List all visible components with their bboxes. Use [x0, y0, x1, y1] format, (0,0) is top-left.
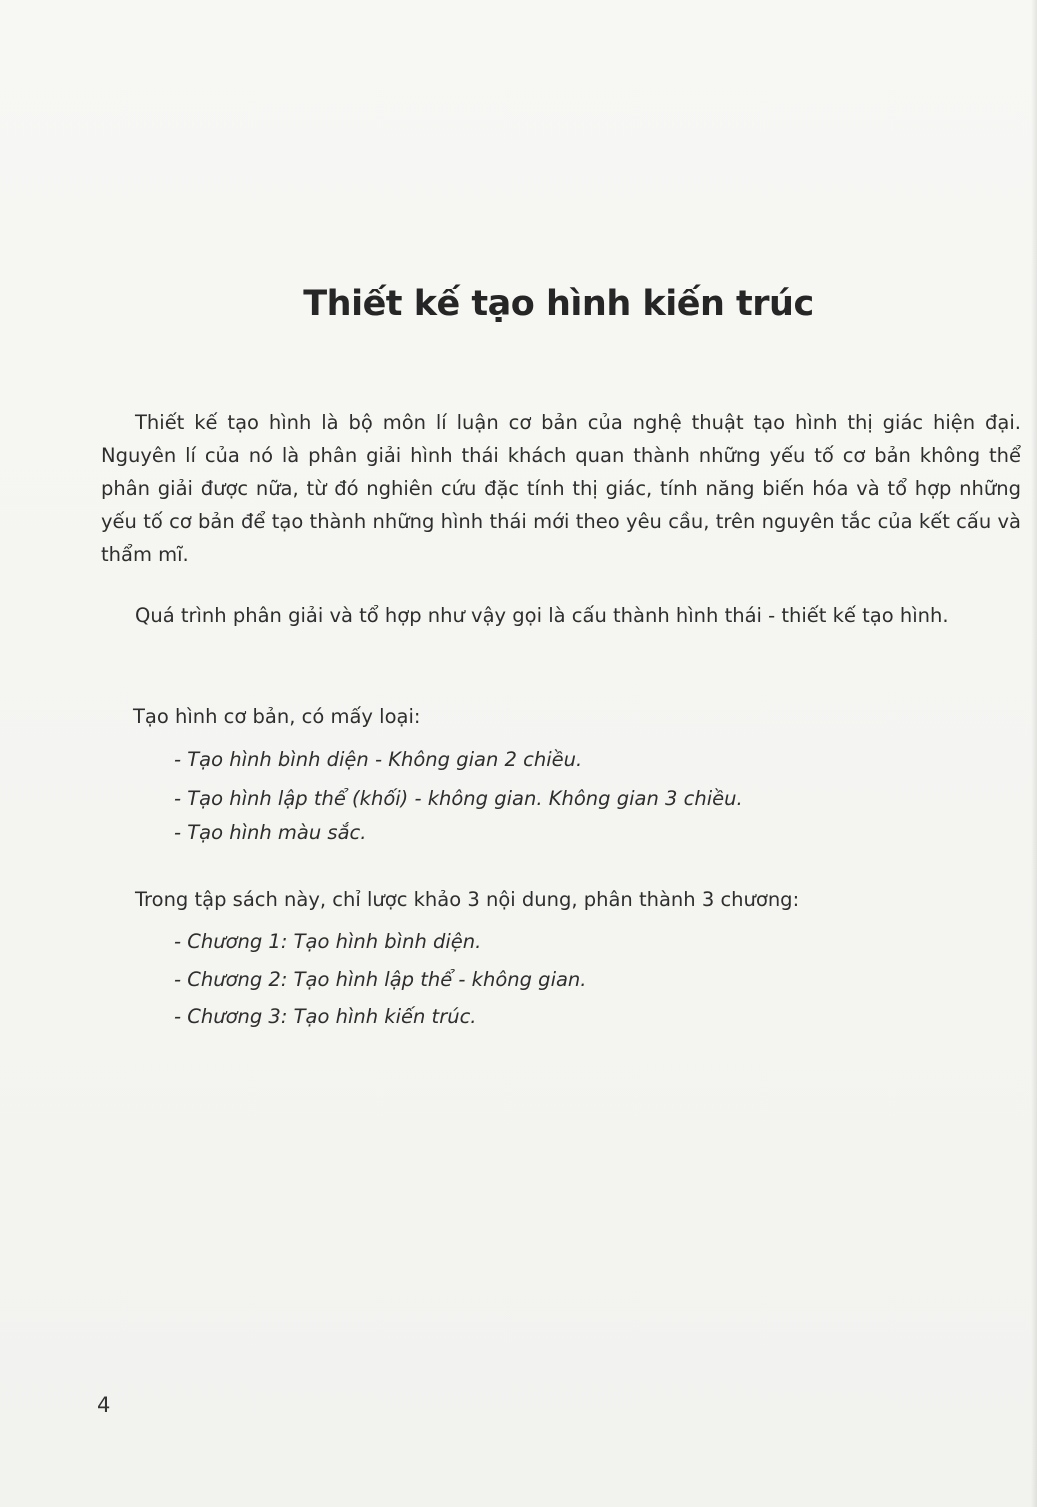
- paragraph-process-text: Quá trình phân giải và tổ hợp như vậy gọi là cấu thành hình thái - thiết kế tạo hình.: [135, 604, 949, 627]
- page-title: Thiết kế tạo hình kiến trúc: [303, 284, 814, 324]
- page-number: 4: [97, 1393, 111, 1417]
- paragraph-definition-text: Thiết kế tạo hình là bộ môn lí luận cơ bản của nghệ thuật tạo hình thị giác hiện đại. Nguyên lí của nó là phân giải hình thái khách quan thành những yếu tố cơ bản không thể phân giải được nữa, từ đó nghiên cứu đặc tính thị giác, tính năng biến hóa và tổ hợp những yếu tố cơ bản để tạo thành những hình thái mới theo yêu cầu, trên nguyên tắc của kết cấu và thẩm mĩ.: [101, 411, 1021, 566]
- chapter-item-1: - Chương 1: Tạo hình bình diện.: [174, 930, 482, 953]
- types-intro: Tạo hình cơ bản, có mấy loại:: [133, 705, 421, 728]
- type-item-3: - Tạo hình màu sắc.: [174, 821, 367, 844]
- chapter-item-3: - Chương 3: Tạo hình kiến trúc.: [174, 1005, 477, 1028]
- chapter-item-2: - Chương 2: Tạo hình lập thể - không gian.: [174, 968, 587, 991]
- chapters-intro: Trong tập sách này, chỉ lược khảo 3 nội dung, phân thành 3 chương:: [135, 888, 800, 911]
- paragraph-definition: [101, 406, 1021, 571]
- type-item-2: - Tạo hình lập thể (khối) - không gian. Không gian 3 chiều.: [174, 787, 743, 810]
- paragraph-process: [101, 599, 1021, 632]
- page-edge-shadow: [1031, 0, 1037, 1507]
- type-item-1: - Tạo hình bình diện - Không gian 2 chiều.: [174, 748, 583, 771]
